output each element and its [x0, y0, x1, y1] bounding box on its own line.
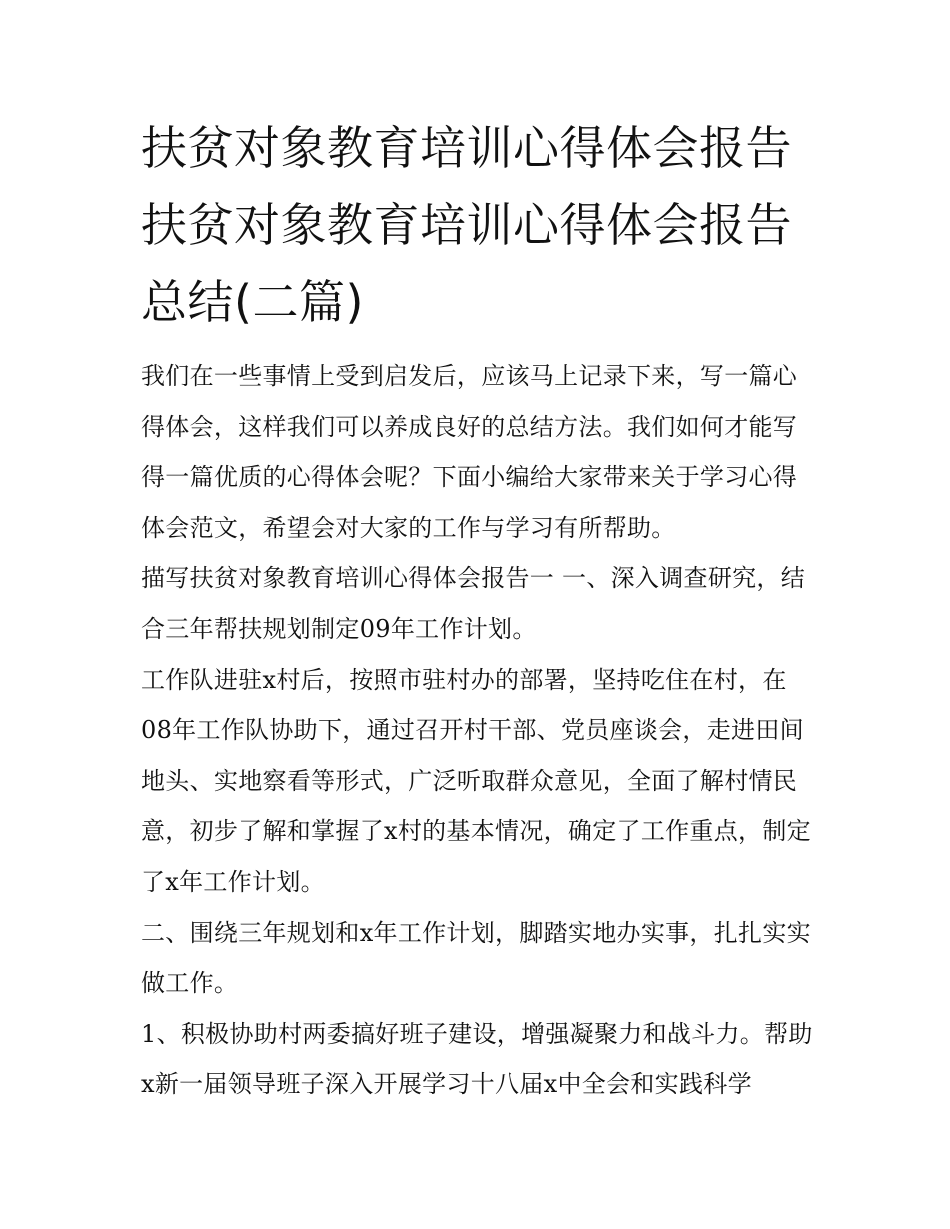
document-body: [141, 110, 813, 1110]
document-title: 扶贫对象教育培训心得体会报告 扶贫对象教育培训心得体会报告总结(二篇): [141, 121, 792, 329]
paragraph-section-one-heading: 描写扶贫对象教育培训心得体会报告一 一、深入调查研究，结合三年帮扶规划制定09年工作计划。: [141, 564, 806, 643]
paragraph-item-one: 1、积极协助村两委搞好班子建设，增强凝聚力和战斗力。帮助x新一届领导班子深入开展学习十八届x中全会和实践科学: [141, 1019, 813, 1099]
paragraph-intro: 我们在一些事情上受到启发后，应该马上记录下来，写一篇心得体会，这样我们可以养成良好的总结方法。我们如何才能写得一篇优质的心得体会呢？下面小编给大家带来关于学习心得体会范文，希望会对大家的工作与学习有所帮助。: [141, 362, 798, 542]
paragraph-work-team: 工作队进驻x村后，按照市驻村办的部署，坚持吃住在村，在08年工作队协助下，通过召开村干部、党员座谈会，走进田间地头、实地察看等形式，广泛听取群众意见，全面了解村情民意，初步了解和掌握了x村的基本情况，确定了工作重点，制定了x年工作计划。: [141, 665, 811, 896]
paragraph-section-two-heading: 二、围绕三年规划和x年工作计划，脚踏实地办实事，扎扎实实做工作。: [141, 918, 811, 998]
